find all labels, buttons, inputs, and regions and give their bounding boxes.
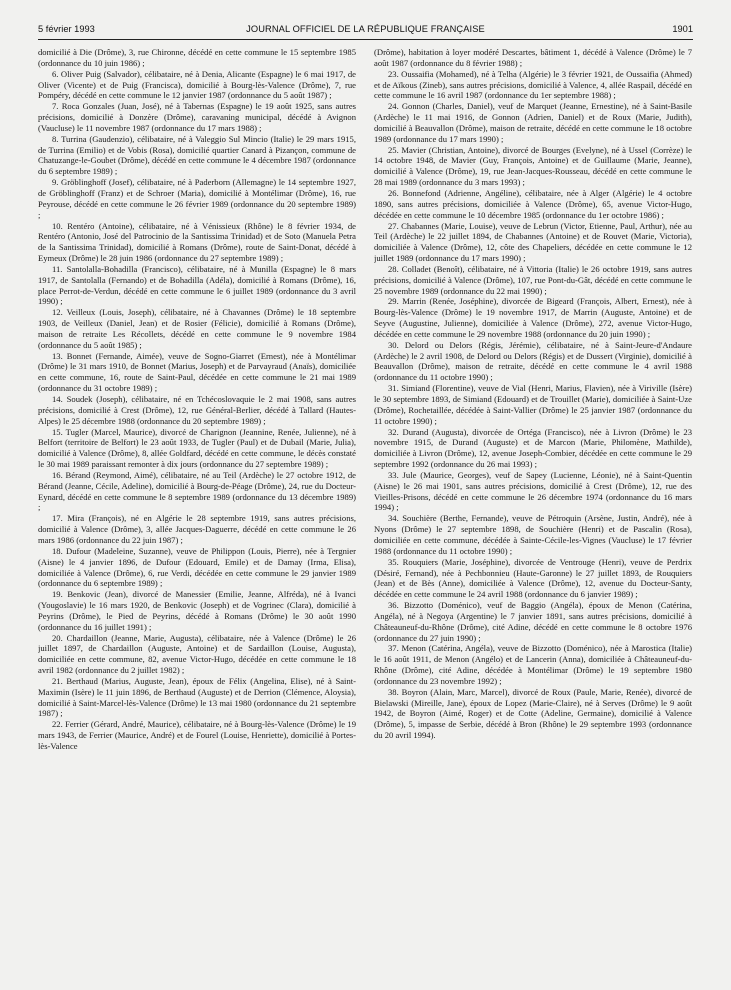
entry-paragraph: 27. Chabannes (Marie, Louise), veuve de Lebrun (Victor, Etienne, Paul, Arthur), née au Teil (Ardèche) le 22 juillet 1894, de Chabannes (Antoine) et de Rouvet (Marie, Victoria), domiciliée à Valence (Drôme), 12, côte des Chapeliers, décédée en cette commune le 12 juillet 1989 (ordonnance du 17 mars 1990) ; — [374, 220, 692, 264]
entry-paragraph: 26. Bonnefond (Adrienne, Angéline), célibataire, née à Alger (Algérie) le 4 octobre 1890, sans autres précisions, domiciliée à Valence (Drôme), 65, avenue Victor-Hugo, décédée en cette commune le 10 décembre 1985 (ordonnance du 1er octobre 1986) ; — [374, 187, 692, 220]
entry-paragraph: (Drôme), habitation à loyer modéré Descartes, bâtiment 1, décédé à Valence (Drôme) le 7 août 1987 (ordonnance du 8 février 1988) ; — [374, 47, 692, 68]
entry-paragraph: 22. Ferrier (Gérard, André, Maurice), célibataire, né à Bourg-lès-Valence (Drôme) le 19 mars 1943, de Ferrier (Maurice, André) et de Fourel (Louise, Henriette), domicilié à Portes-lès-Valence — [38, 719, 356, 751]
entry-paragraph: 35. Rouquiers (Marie, Joséphine), divorcée de Ventrouge (Henri), veuve de Perdrix (Désiré, Fernand), née à Pechbonnieu (Haute-Garonne) le 27 juillet 1893, de Rouquiers (Jean) et de Bès (Anne), domiciliée à Valence (Drôme), 12, avenue du Docteur-Santy, décédée en cette commune le 24 avril 1988 (ordonnance du 6 janvier 1989) ; — [374, 556, 692, 600]
running-header — [38, 24, 693, 38]
entry-paragraph: 13. Bonnet (Fernande, Aimée), veuve de Sogno-Giarret (Ernest), née à Montélimar (Drôme) le 31 mars 1910, de Bonnet (Marius, Joseph) et de Parvayraud (Anaïs), domiciliée en cette commune, 16, route de Saint-Paul, décédée en cette commune le 21 mai 1989 (ordonnance du 31 octobre 1989) ; — [38, 350, 356, 394]
left-column — [38, 47, 356, 977]
entry-paragraph: 6. Oliver Puig (Salvador), célibataire, né à Denia, Alicante (Espagne) le 6 mai 1917, de Oliver (Vicente) et de Puig (Francisca), domicilié à Bourg-lès-Valence (Drôme), 7, rue Pompéry, décédé en cette commune le 12 janvier 1987 (ordonnance du 5 août 1987) ; — [38, 68, 356, 101]
entry-paragraph: 34. Souchière (Berthe, Fernande), veuve de Pétroquin (Arsène, Justin, André), née à Nyons (Drôme) le 27 septembre 1898, de Souchière (Henri) et de Pascalin (Rosa), domiciliée en cette commune, décédée à Sainte-Cécile-les-Vignes (Vaucluse) le 17 février 1988 (ordonnance du 11 octobre 1990) ; — [374, 513, 692, 556]
entry-paragraph: 16. Bérand (Reymond, Aimé), célibataire, né au Teil (Ardèche) le 27 octobre 1912, de Bérand (Jeanne, Cécile, Adeline), domicilié à Bourg-de-Péage (Drôme), 24, rue du Docteur-Eynard, décédé en cette commune le 8 septembre 1989 (ordonnance du 13 décembre 1989) ; — [38, 469, 356, 513]
entry-paragraph: 12. Veilleux (Louis, Joseph), célibataire, né à Chavannes (Drôme) le 18 septembre 1903, de Veilleux (Daniel, Jean) et de Rosier (Félicie), domicilié à Romans (Drôme), maison de retraite Les Récollets, décédé en cette commune le 9 novembre 1984 (ordonnance du 5 août 1985) ; — [38, 307, 356, 350]
entry-paragraph: 19. Benkovic (Jean), divorcé de Manessier (Emilie, Jeanne, Alfréda), né à Ivanci (Yougoslavie) le 16 mars 1920, de Benkovic (Joseph) et de Vogrinec (Clara), domicilié à Peyrins (Drôme), le Pied de Peyrins, décédé à Romans (Drôme) le 30 août 1990 (ordonnance du 16 juillet 1991) ; — [38, 589, 356, 632]
right-column — [374, 47, 692, 977]
entry-paragraph: 10. Rentéro (Antoine), célibataire, né à Vénissieux (Rhône) le 8 février 1934, de Rentéro (Antonio, José del Patrocinio de la Santissima Trinidad) et de Soto (Manuela Petra de la Santissima Trinidad), domicilié à Romans (Drôme), route de Saint-Donat, décédé à Eymeux (Drôme) le 28 juin 1986 (ordonnance du 27 septembre 1989) ; — [38, 220, 356, 264]
entry-paragraph: 11. Santolalla-Bohadilla (Francisco), célibataire, né à Munilla (Espagne) le 8 mars 1917, de Santolalla (Fernando) et de Bohadilla (Adéla), domicilié à Romans (Drôme), 16, place Perrot-de-Verdun, décédé en cette commune le 6 juillet 1989 (ordonnance du 3 avril 1990) ; — [38, 263, 356, 307]
header-rule — [38, 39, 693, 40]
entry-paragraph: 38. Boyron (Alain, Marc, Marcel), divorcé de Roux (Paule, Marie, Renée), divorcé de Bielawski (Mireille, Jane), époux de Lopez (Marie-Claire), né à Serves (Drôme) le 9 août 1942, de Boyron (Aimé, Roger) et de Cotte (Adeline, Germaine), domicilié à Valence (Drôme), 5, impasse de Serbie, décédé à Bron (Rhône) le 29 septembre 1993 (ordonnance du 20 avril 1994). — [374, 686, 692, 741]
entry-paragraph: 31. Simiand (Florentine), veuve de Vial (Henri, Marius, Flavien), née à Viriville (Isère) le 30 septembre 1893, de Simiand (Edouard) et de Trouillet (Marie), domiciliée à Saint-Uze (Drôme), Rochetaillée, décédée à Saint-Vallier (Drôme) le 25 janvier 1987 (ordonnance du 11 octobre 1990) ; — [374, 383, 692, 426]
entry-paragraph: 15. Tugler (Marcel, Maurice), divorcé de Charignon (Jeannine, Renée, Julienne), né à Belfort (territoire de Belfort) le 23 août 1933, de Tugler (Paul) et de Dubail (Marie, Julia), domicilié à Valence (Drôme), 8, allée Goldfard, décédé en cette commune, le décès constaté le 30 mai 1989 paraissant remonter à dix jours (ordonnance du 27 septembre 1989) ; — [38, 426, 356, 470]
entry-paragraph: 29. Marrin (Renée, Joséphine), divorcée de Bigeard (François, Albert, Ernest), née à Bourg-lès-Valence (Drôme) le 19 novembre 1917, de Marrin (Auguste, Antoine) et de Seyve (Augustine, Julienne), domiciliée à Valence (Drôme), 272, avenue Victor-Hugo, décédée en cette commune le 29 novembre 1988 (ordonnance du 20 juin 1990) ; — [374, 296, 692, 339]
entry-paragraph: 37. Menon (Catérina, Angéla), veuve de Bizzotto (Doménico), née à Marostica (Italie) le 16 août 1911, de Menon (Angélo) et de Lancerin (Anna), domiciliée à Châteauneuf-du-Rhône (Drôme), cité Adine, décédée à Montélimar (Drôme) le 19 septembre 1980 (ordonnance du 23 novembre 1992) ; — [374, 643, 692, 686]
entry-paragraph: 9. Gröblinghoff (Josef), célibataire, né à Paderborn (Allemagne) le 14 septembre 1927, de Gröblinghoff (Franz) et de Schroer (Maria), domicilié à Montélimar (Drôme), 16, rue Peyrouse, décédé en cette commune le 26 février 1989 (ordonnance du 20 septembre 1989) ; — [38, 177, 356, 220]
entry-paragraph: 36. Bizzotto (Doménico), veuf de Baggio (Angéla), époux de Menon (Catérina, Angéla), né à Negoya (Argentine) le 7 janvier 1891, sans autres précisions, domicilié à Châteauneuf-du-Rhône (Drôme), cité Adine, décédé en cette commune le 8 octobre 1976 (ordonnance du 27 juin 1990) ; — [374, 600, 692, 643]
entry-paragraph: 21. Berthaud (Marius, Auguste, Jean), époux de Félix (Angelina, Elise), né à Saint-Maximin (Isère) le 11 juin 1896, de Berthaud (Auguste) et de Derrion (Clémence, Aloysia), domicilié à Saint-Marcel-lès-Valence (Drôme) le 13 mai 1980 (ordonnance du 21 septembre 1987) ; — [38, 675, 356, 719]
header-date: 5 février 1993 — [38, 24, 95, 34]
entry-paragraph: 33. Jule (Maurice, Georges), veuf de Sapey (Lucienne, Léonie), né à Saint-Quentin (Aisne) le 26 mai 1901, sans autres précisions, domicilié à Crest (Drôme), 12, rue des Vieilles-Prisons, décédé en cette commune le 26 décembre 1974 (ordonnance du 16 mars 1994) ; — [374, 469, 692, 513]
entry-paragraph: domicilié à Die (Drôme), 3, rue Chironne, décédé en cette commune le 15 septembre 1985 (ordonnance du 10 juin 1986) ; — [38, 47, 356, 68]
entry-paragraph: 23. Oussaifia (Mohamed), né à Telha (Algérie) le 3 février 1921, de Oussaifia (Ahmed) et de Aïkous (Zineb), sans autres précisions, domicilié à Valence, 4, allée Raspail, décédé en cette commune le 16 avril 1987 (ordonnance du 1er septembre 1988) ; — [374, 68, 692, 101]
entry-paragraph: 30. Delord ou Delors (Régis, Jérémie), célibataire, né à Saint-Jeure-d'Andaure (Ardèche) le 2 avril 1908, de Delord ou Delors (Régis) et de Dussert (Virginie), domicilié à Beauvallon (Drôme), maison de retraite, décédé en cette commune le 4 avril 1988 (ordonnance du 11 octobre 1990) ; — [374, 339, 692, 383]
entry-paragraph: 8. Turrina (Gaudenzio), célibataire, né à Valeggio Sul Mincio (Italie) le 29 mars 1915, de Turrina (Emilio) et de Vobis (Rosa), domicilié quartier Canard à Pizançon, commune de Chatuzange-le-Goubet (Drôme), décédé en cette commune le 4 décembre 1987 (ordonnance du 6 septembre 1989) ; — [38, 133, 356, 177]
page-number: 1901 — [672, 24, 693, 34]
entry-paragraph: 32. Durand (Augusta), divorcée de Ortéga (Francisco), née à Livron (Drôme) le 23 novembre 1915, de Durand (Auguste) et de Marcon (Marie, Philomène, Mathilde), domiciliée à Livron (Drôme), 12, avenue Joseph-Combier, décédée en cette commune le 29 septembre 1992 (ordonnance du 26 mai 1993) ; — [374, 426, 692, 470]
entry-paragraph: 17. Mira (François), né en Algérie le 28 septembre 1919, sans autres précisions, domicilié à Valence (Drôme), 3, allée Jacques-Daguerre, décédé en cette commune le 26 mars 1986 (ordonnance du 22 juin 1987) ; — [38, 513, 356, 545]
entry-paragraph: 7. Roca Gonzales (Juan, José), né à Tabernas (Espagne) le 19 août 1925, sans autres précisions, domicilié à Donzère (Drôme), caravaning municipal, décédé à Avignon (Vaucluse) le 11 novembre 1987 (ordonnance du 17 mars 1988) ; — [38, 101, 356, 133]
entry-paragraph: 20. Chardaillon (Jeanne, Marie, Augusta), célibataire, née à Valence (Drôme) le 26 juillet 1897, de Chardaillon (Auguste, Antoine) et de Sardaillon (Louise, Augusta), domiciliée en cette commune, 82, avenue Victor-Hugo, décédée en cette commune le 18 avril 1982 (ordonnance du 2 juillet 1982) ; — [38, 632, 356, 676]
entry-paragraph: 28. Colladet (Benoît), célibataire, né à Vittoria (Italie) le 26 octobre 1919, sans autres précisions, domicilié à Valence (Drôme), 107, rue Pont-du-Gât, décédé en cette commune le 25 novembre 1989 (ordonnance du 22 mai 1990) ; — [374, 263, 692, 296]
journal-title: JOURNAL OFFICIEL DE LA RÉPUBLIQUE FRANÇAISE — [246, 24, 485, 34]
entry-paragraph: 25. Mavier (Christian, Antoine), divorcé de Bourges (Evelyne), né à Ussel (Corrèze) le 14 octobre 1948, de Mavier (Guy, François, Antoine) et de Guillaume (Marie, Jeanne), domicilié à Valence (Drôme), 19, rue Jean-Jacques-Rousseau, décédé en cette commune le 28 mai 1989 (ordonnance du 3 mars 1993) ; — [374, 144, 692, 188]
entry-paragraph: 24. Gonnon (Charles, Daniel), veuf de Marquet (Jeanne, Ernestine), né à Saint-Basile (Ardèche) le 11 mai 1916, de Gonnon (Adrien, Daniel) et de Roux (Marie, Judith), domicilié à Beauvallon (Drôme), maison de retraite, décédé en cette commune le 18 octobre 1989 (ordonnance du 17 mars 1990) ; — [374, 101, 692, 144]
entry-paragraph: 14. Soudek (Joseph), célibataire, né en Tchécoslovaquie le 2 mai 1908, sans autres précisions, domicilié à Crest (Drôme), 12, rue Général-Berlier, décédé à Tallard (Hautes-Alpes) le 25 décembre 1988 (ordonnance du 20 septembre 1989) ; — [38, 394, 356, 426]
entry-paragraph: 18. Dufour (Madeleine, Suzanne), veuve de Philippon (Louis, Pierre), née à Tergnier (Aisne) le 4 janvier 1896, de Dufour (Edouard, Emile) et de Damay (Irma, Elisa), domiciliée à Valence (Drôme), 6, rue Verdi, décédée en cette commune le 29 janvier 1989 (ordonnance du 6 septembre 1989) ; — [38, 545, 356, 589]
